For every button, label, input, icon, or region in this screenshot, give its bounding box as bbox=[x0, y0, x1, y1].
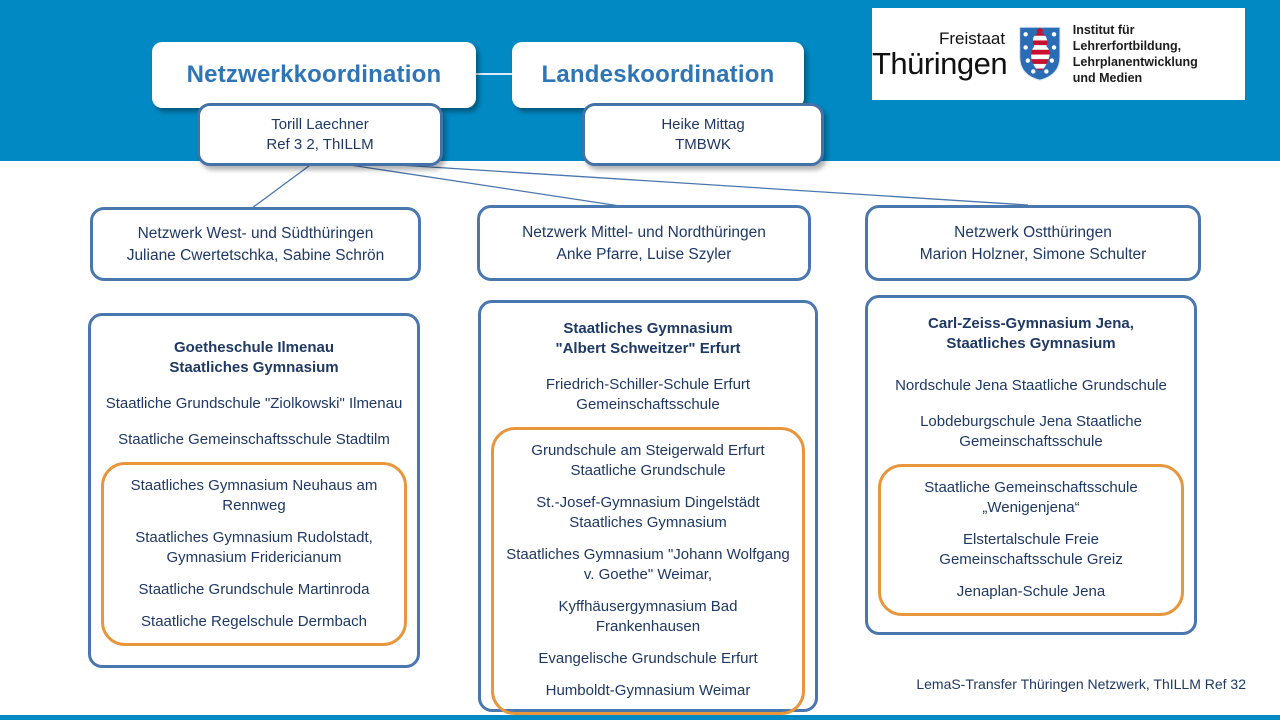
school-group-mittel-nord bbox=[478, 300, 818, 712]
state-coordination-title: Landeskoordination bbox=[541, 61, 775, 88]
highlighted-schools-group bbox=[878, 464, 1184, 616]
school-item: Grundschule am Steigerwald Erfurt Staatliche Grundschule bbox=[531, 442, 765, 479]
network-name: Netzwerk Mittel- und Nordthüringen bbox=[522, 223, 766, 241]
school-group-west-sued bbox=[88, 313, 420, 668]
network-coordinator-org: Ref 3 2, ThILLM bbox=[266, 135, 374, 153]
highlighted-schools-group bbox=[491, 427, 805, 715]
school-item: Lobdeburgschule Jena Staatliche Gemeinschaftsschule bbox=[920, 413, 1142, 450]
network-box-west-sued bbox=[90, 207, 421, 281]
lead-school bbox=[91, 338, 417, 378]
lead-school-line1: Carl-Zeiss-Gymnasium Jena, bbox=[928, 315, 1134, 332]
school-group-ost bbox=[865, 295, 1197, 635]
institute-name-line2: Lehrplanentwicklung bbox=[1072, 55, 1198, 69]
wordmark-thueringen: Thüringen bbox=[872, 45, 1008, 81]
lead-school-line1: Staatliches Gymnasium bbox=[563, 320, 733, 337]
state-coordinator-name: Heike Mittag bbox=[661, 115, 745, 133]
school-item: Evangelische Grundschule Erfurt bbox=[538, 650, 758, 667]
lead-school-line2: Staatliches Gymnasium bbox=[169, 359, 339, 376]
lead-school-line1: Goetheschule Ilmenau bbox=[173, 339, 335, 356]
school-item: Staatliche Gemeinschaftsschule Stadtilm bbox=[118, 431, 390, 448]
school-item: Staatliches Gymnasium "Johann Wolfgang v. Goethe" Weimar, bbox=[506, 546, 790, 583]
network-coordinator-name: Torill Laechner bbox=[271, 115, 369, 133]
school-item: Humboldt-Gymnasium Weimar bbox=[545, 682, 751, 699]
school-item: Friedrich-Schiller-Schule Erfurt Gemeinschaftsschule bbox=[545, 376, 751, 413]
network-coordination-title: Netzwerkkoordination bbox=[186, 61, 442, 88]
network-name: Netzwerk Ostthüringen bbox=[954, 223, 1112, 241]
header-connector-line bbox=[474, 73, 514, 75]
network-coordinators: Anke Pfarre, Luise Szyler bbox=[556, 245, 732, 263]
school-item: Staatliches Gymnasium Rudolstadt, Gymnasium Fridericianum bbox=[135, 529, 373, 566]
institute-name-line3: und Medien bbox=[1072, 71, 1143, 85]
school-item: Kyffhäusergymnasium Bad Frankenhausen bbox=[558, 598, 738, 635]
thuringia-coat-of-arms-icon bbox=[1018, 25, 1062, 83]
network-coordinators: Juliane Cwertetschka, Sabine Schrön bbox=[126, 246, 385, 264]
wordmark-freistaat: Freistaat bbox=[938, 28, 1006, 48]
school-item: Jenaplan-Schule Jena bbox=[956, 583, 1106, 600]
network-coordinators: Marion Holzner, Simone Schulter bbox=[919, 245, 1147, 263]
freistaat-thueringen-wordmark bbox=[872, 30, 1007, 79]
institute-name bbox=[1073, 22, 1245, 86]
state-coordinator-card bbox=[582, 103, 824, 166]
lead-school-line2: "Albert Schweitzer" Erfurt bbox=[555, 340, 741, 357]
school-item: Staatliche Grundschule "Ziolkowski" Ilmenau bbox=[105, 395, 403, 412]
network-box-ost bbox=[865, 205, 1201, 281]
state-coordination-box bbox=[512, 42, 804, 108]
network-coordinator-card bbox=[197, 103, 443, 166]
footer-caption: LemaS-Transfer Thüringen Netzwerk, ThILLM Ref 32 bbox=[916, 676, 1246, 692]
network-box-mittel-nord bbox=[477, 205, 811, 281]
lead-school bbox=[868, 314, 1194, 354]
school-item: Elstertalschule Freie Gemeinschaftsschule Greiz bbox=[939, 531, 1123, 568]
school-item: Staatliche Grundschule Martinroda bbox=[138, 581, 370, 598]
network-name: Netzwerk West- und Südthüringen bbox=[137, 224, 374, 242]
institute-name-line1: Institut für Lehrerfortbildung, bbox=[1072, 23, 1182, 53]
school-item: St.-Josef-Gymnasium Dingelstädt Staatliches Gymnasium bbox=[536, 494, 760, 531]
state-coordinator-org: TMBWK bbox=[675, 135, 731, 153]
network-coordination-box bbox=[152, 42, 476, 108]
school-item: Staatliches Gymnasium Neuhaus am Rennweg bbox=[130, 477, 378, 514]
bottom-blue-band bbox=[0, 715, 1280, 720]
lead-school-line2: Staatliches Gymnasium bbox=[946, 335, 1116, 352]
lead-school bbox=[481, 319, 815, 359]
school-item: Nordschule Jena Staatliche Grundschule bbox=[895, 377, 1167, 394]
institution-logo-plate bbox=[872, 8, 1245, 100]
school-item: Staatliche Regelschule Dermbach bbox=[141, 613, 367, 630]
highlighted-schools-group bbox=[101, 462, 407, 646]
school-item: Staatliche Gemeinschaftsschule „Wenigenjena“ bbox=[924, 479, 1138, 516]
